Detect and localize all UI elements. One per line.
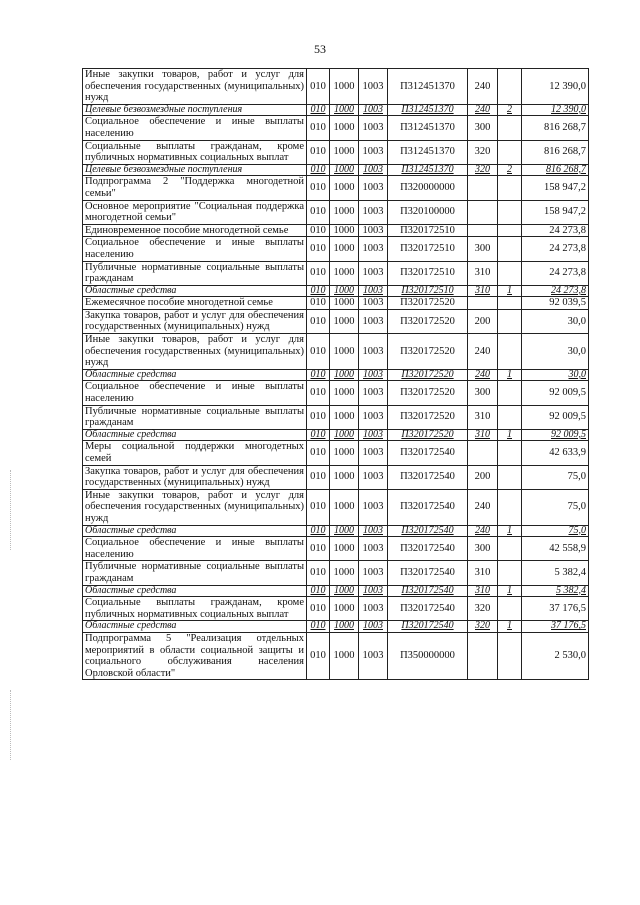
- ved-code-cell: 010: [307, 632, 330, 679]
- ved-code-cell: 010: [307, 69, 330, 105]
- target-article-cell: П320172520: [388, 429, 468, 441]
- section-code-cell: 1000: [330, 369, 359, 381]
- table-row: [83, 381, 589, 405]
- funding-source-cell: 2: [498, 104, 522, 116]
- funding-source-row: [83, 164, 589, 176]
- ved-code-cell: 010: [307, 334, 330, 370]
- expense-type-cell: 300: [468, 116, 498, 140]
- amount-cell: 92 009,5: [522, 429, 589, 441]
- target-article-cell: П320172540: [388, 621, 468, 633]
- subsection-code-cell: 1003: [359, 561, 388, 585]
- section-code-cell: 1000: [330, 104, 359, 116]
- funding-source-cell: [498, 297, 522, 310]
- subsection-code-cell: 1003: [359, 632, 388, 679]
- funding-source-cell: [498, 381, 522, 405]
- subsection-code-cell: 1003: [359, 237, 388, 261]
- expense-type-cell: 310: [468, 561, 498, 585]
- row-name-cell: Иные закупки товаров, работ и услуг для обеспечения государственных (муниципальных) нужд: [83, 69, 307, 105]
- expense-type-cell: [468, 441, 498, 465]
- funding-source-cell: [498, 140, 522, 164]
- section-code-cell: 1000: [330, 164, 359, 176]
- target-article-cell: П350000000: [388, 632, 468, 679]
- table-row: [83, 116, 589, 140]
- expense-type-cell: 200: [468, 465, 498, 489]
- subsection-code-cell: 1003: [359, 261, 388, 285]
- funding-source-cell: [498, 261, 522, 285]
- row-name-cell: Закупка товаров, работ и услуг для обеспечения государственных (муниципальных) нужд: [83, 309, 307, 333]
- section-code-cell: 1000: [330, 200, 359, 224]
- row-name-cell: Ежемесячное пособие многодетной семье: [83, 297, 307, 310]
- row-name-cell: Областные средства: [83, 369, 307, 381]
- funding-source-row: [83, 429, 589, 441]
- funding-source-cell: [498, 405, 522, 429]
- row-name-cell: Единовременное пособие многодетной семье: [83, 224, 307, 237]
- expense-type-cell: 320: [468, 597, 498, 621]
- row-name-cell: Целевые безвозмездные поступления: [83, 104, 307, 116]
- expense-type-cell: [468, 176, 498, 200]
- section-code-cell: 1000: [330, 285, 359, 297]
- expense-type-cell: 320: [468, 621, 498, 633]
- ved-code-cell: 010: [307, 381, 330, 405]
- amount-cell: 42 633,9: [522, 441, 589, 465]
- amount-cell: 816 268,7: [522, 140, 589, 164]
- row-name-cell: Публичные нормативные социальные выплаты гражданам: [83, 405, 307, 429]
- subsection-code-cell: 1003: [359, 309, 388, 333]
- amount-cell: 24 273,8: [522, 261, 589, 285]
- target-article-cell: П320172540: [388, 537, 468, 561]
- target-article-cell: П312451370: [388, 69, 468, 105]
- expense-type-cell: [468, 297, 498, 310]
- table-row: [83, 334, 589, 370]
- table-row: [83, 69, 589, 105]
- table-row: [83, 261, 589, 285]
- row-name-cell: Иные закупки товаров, работ и услуг для обеспечения государственных (муниципальных) нужд: [83, 489, 307, 525]
- funding-source-cell: [498, 176, 522, 200]
- subsection-code-cell: 1003: [359, 69, 388, 105]
- table-row: [83, 597, 589, 621]
- page-number: 53: [314, 42, 326, 56]
- funding-source-cell: 1: [498, 585, 522, 597]
- budget-table: [82, 68, 589, 680]
- row-name-cell: Социальные выплаты гражданам, кроме публичных нормативных социальных выплат: [83, 597, 307, 621]
- target-article-cell: П320172540: [388, 561, 468, 585]
- target-article-cell: П320172520: [388, 309, 468, 333]
- expense-type-cell: 200: [468, 309, 498, 333]
- section-code-cell: 1000: [330, 561, 359, 585]
- ved-code-cell: 010: [307, 104, 330, 116]
- section-code-cell: 1000: [330, 381, 359, 405]
- ved-code-cell: 010: [307, 525, 330, 537]
- funding-source-cell: [498, 632, 522, 679]
- subsection-code-cell: 1003: [359, 297, 388, 310]
- subsection-code-cell: 1003: [359, 116, 388, 140]
- table-row: [83, 309, 589, 333]
- subsection-code-cell: 1003: [359, 621, 388, 633]
- target-article-cell: П320172520: [388, 334, 468, 370]
- expense-type-cell: 310: [468, 285, 498, 297]
- expense-type-cell: 310: [468, 405, 498, 429]
- ved-code-cell: 010: [307, 224, 330, 237]
- funding-source-cell: [498, 116, 522, 140]
- subsection-code-cell: 1003: [359, 537, 388, 561]
- section-code-cell: 1000: [330, 632, 359, 679]
- funding-source-row: [83, 104, 589, 116]
- target-article-cell: П320172510: [388, 224, 468, 237]
- expense-type-cell: 310: [468, 429, 498, 441]
- section-code-cell: 1000: [330, 465, 359, 489]
- target-article-cell: П320000000: [388, 176, 468, 200]
- target-article-cell: П320172520: [388, 405, 468, 429]
- target-article-cell: П320172540: [388, 489, 468, 525]
- section-code-cell: 1000: [330, 429, 359, 441]
- row-name-cell: Основное мероприятие "Социальная поддержка многодетной семьи": [83, 200, 307, 224]
- expense-type-cell: 320: [468, 164, 498, 176]
- expense-type-cell: [468, 224, 498, 237]
- subsection-code-cell: 1003: [359, 585, 388, 597]
- expense-type-cell: 300: [468, 237, 498, 261]
- funding-source-cell: 1: [498, 621, 522, 633]
- ved-code-cell: 010: [307, 489, 330, 525]
- amount-cell: 92 039,5: [522, 297, 589, 310]
- ved-code-cell: 010: [307, 237, 330, 261]
- subsection-code-cell: 1003: [359, 176, 388, 200]
- expense-type-cell: 310: [468, 585, 498, 597]
- ved-code-cell: 010: [307, 285, 330, 297]
- target-article-cell: П320172540: [388, 441, 468, 465]
- amount-cell: 2 530,0: [522, 632, 589, 679]
- funding-source-cell: [498, 489, 522, 525]
- amount-cell: 12 390,0: [522, 69, 589, 105]
- amount-cell: 5 382,4: [522, 561, 589, 585]
- row-name-cell: Областные средства: [83, 429, 307, 441]
- subsection-code-cell: 1003: [359, 441, 388, 465]
- subsection-code-cell: 1003: [359, 164, 388, 176]
- expense-type-cell: 300: [468, 537, 498, 561]
- amount-cell: 24 273,8: [522, 224, 589, 237]
- target-article-cell: П312451370: [388, 164, 468, 176]
- expense-type-cell: 240: [468, 525, 498, 537]
- ved-code-cell: 010: [307, 429, 330, 441]
- target-article-cell: П320172540: [388, 585, 468, 597]
- ved-code-cell: 010: [307, 116, 330, 140]
- target-article-cell: П320100000: [388, 200, 468, 224]
- subsection-code-cell: 1003: [359, 381, 388, 405]
- target-article-cell: П312451370: [388, 140, 468, 164]
- table-row: [83, 224, 589, 237]
- row-name-cell: Публичные нормативные социальные выплаты гражданам: [83, 561, 307, 585]
- subsection-code-cell: 1003: [359, 489, 388, 525]
- funding-source-cell: [498, 441, 522, 465]
- table-row: [83, 297, 589, 310]
- target-article-cell: П320172540: [388, 465, 468, 489]
- row-name-cell: Иные закупки товаров, работ и услуг для обеспечения государственных (муниципальных) нужд: [83, 334, 307, 370]
- table-row: [83, 489, 589, 525]
- section-code-cell: 1000: [330, 441, 359, 465]
- funding-source-cell: [498, 200, 522, 224]
- row-name-cell: Социальное обеспечение и иные выплаты населению: [83, 381, 307, 405]
- amount-cell: 158 947,2: [522, 176, 589, 200]
- table-row: [83, 140, 589, 164]
- amount-cell: 5 382,4: [522, 585, 589, 597]
- target-article-cell: П320172540: [388, 597, 468, 621]
- section-code-cell: 1000: [330, 309, 359, 333]
- amount-cell: 75,0: [522, 465, 589, 489]
- amount-cell: 42 558,9: [522, 537, 589, 561]
- expense-type-cell: 240: [468, 369, 498, 381]
- row-name-cell: Социальное обеспечение и иные выплаты населению: [83, 237, 307, 261]
- target-article-cell: П312451370: [388, 104, 468, 116]
- funding-source-cell: 2: [498, 164, 522, 176]
- funding-source-cell: [498, 69, 522, 105]
- row-name-cell: Меры социальной поддержки многодетных семей: [83, 441, 307, 465]
- funding-source-cell: 1: [498, 429, 522, 441]
- section-code-cell: 1000: [330, 621, 359, 633]
- amount-cell: 816 268,7: [522, 116, 589, 140]
- section-code-cell: 1000: [330, 116, 359, 140]
- section-code-cell: 1000: [330, 237, 359, 261]
- subsection-code-cell: 1003: [359, 597, 388, 621]
- amount-cell: 24 273,8: [522, 285, 589, 297]
- row-name-cell: Социальное обеспечение и иные выплаты населению: [83, 537, 307, 561]
- section-code-cell: 1000: [330, 297, 359, 310]
- table-row: [83, 537, 589, 561]
- subsection-code-cell: 1003: [359, 369, 388, 381]
- table-row: [83, 632, 589, 679]
- target-article-cell: П320172520: [388, 381, 468, 405]
- amount-cell: 24 273,8: [522, 237, 589, 261]
- row-name-cell: Подпрограмма 2 "Поддержка многодетной семьи": [83, 176, 307, 200]
- subsection-code-cell: 1003: [359, 224, 388, 237]
- row-name-cell: Целевые безвозмездные поступления: [83, 164, 307, 176]
- section-code-cell: 1000: [330, 489, 359, 525]
- target-article-cell: П320172540: [388, 525, 468, 537]
- target-article-cell: П312451370: [388, 116, 468, 140]
- amount-cell: 37 176,5: [522, 597, 589, 621]
- funding-source-cell: 1: [498, 369, 522, 381]
- expense-type-cell: 310: [468, 261, 498, 285]
- expense-type-cell: 300: [468, 381, 498, 405]
- subsection-code-cell: 1003: [359, 525, 388, 537]
- ved-code-cell: 010: [307, 621, 330, 633]
- amount-cell: 816 268,7: [522, 164, 589, 176]
- ved-code-cell: 010: [307, 176, 330, 200]
- section-code-cell: 1000: [330, 69, 359, 105]
- expense-type-cell: [468, 632, 498, 679]
- amount-cell: 92 009,5: [522, 381, 589, 405]
- table-row: [83, 237, 589, 261]
- amount-cell: 158 947,2: [522, 200, 589, 224]
- row-name-cell: Областные средства: [83, 285, 307, 297]
- subsection-code-cell: 1003: [359, 285, 388, 297]
- section-code-cell: 1000: [330, 224, 359, 237]
- funding-source-cell: 1: [498, 285, 522, 297]
- section-code-cell: 1000: [330, 140, 359, 164]
- table-row: [83, 561, 589, 585]
- ved-code-cell: 010: [307, 597, 330, 621]
- margin-scan-mark: [10, 690, 13, 760]
- table-row: [83, 176, 589, 200]
- amount-cell: 30,0: [522, 309, 589, 333]
- table-row: [83, 405, 589, 429]
- expense-type-cell: 320: [468, 140, 498, 164]
- funding-source-row: [83, 525, 589, 537]
- section-code-cell: 1000: [330, 537, 359, 561]
- ved-code-cell: 010: [307, 561, 330, 585]
- subsection-code-cell: 1003: [359, 334, 388, 370]
- funding-source-cell: [498, 334, 522, 370]
- target-article-cell: П320172520: [388, 297, 468, 310]
- amount-cell: 30,0: [522, 369, 589, 381]
- ved-code-cell: 010: [307, 309, 330, 333]
- funding-source-cell: 1: [498, 525, 522, 537]
- funding-source-row: [83, 369, 589, 381]
- ved-code-cell: 010: [307, 164, 330, 176]
- ved-code-cell: 010: [307, 405, 330, 429]
- target-article-cell: П320172520: [388, 369, 468, 381]
- funding-source-cell: [498, 309, 522, 333]
- row-name-cell: Областные средства: [83, 585, 307, 597]
- section-code-cell: 1000: [330, 405, 359, 429]
- amount-cell: 75,0: [522, 489, 589, 525]
- expense-type-cell: 240: [468, 489, 498, 525]
- section-code-cell: 1000: [330, 597, 359, 621]
- row-name-cell: Публичные нормативные социальные выплаты гражданам: [83, 261, 307, 285]
- funding-source-cell: [498, 224, 522, 237]
- table-row: [83, 441, 589, 465]
- amount-cell: 75,0: [522, 525, 589, 537]
- row-name-cell: Областные средства: [83, 621, 307, 633]
- subsection-code-cell: 1003: [359, 104, 388, 116]
- row-name-cell: Подпрограмма 5 "Реализация отдельных мероприятий в области социальной защиты и социального обслуживания населения Орловской области": [83, 632, 307, 679]
- amount-cell: 12 390,0: [522, 104, 589, 116]
- subsection-code-cell: 1003: [359, 140, 388, 164]
- row-name-cell: Закупка товаров, работ и услуг для обеспечения государственных (муниципальных) нужд: [83, 465, 307, 489]
- target-article-cell: П320172510: [388, 285, 468, 297]
- section-code-cell: 1000: [330, 585, 359, 597]
- funding-source-cell: [498, 597, 522, 621]
- section-code-cell: 1000: [330, 334, 359, 370]
- amount-cell: 30,0: [522, 334, 589, 370]
- expense-type-cell: [468, 200, 498, 224]
- funding-source-cell: [498, 537, 522, 561]
- row-name-cell: Социальные выплаты гражданам, кроме публичных нормативных социальных выплат: [83, 140, 307, 164]
- target-article-cell: П320172510: [388, 237, 468, 261]
- expense-type-cell: 240: [468, 104, 498, 116]
- amount-cell: 37 176,5: [522, 621, 589, 633]
- subsection-code-cell: 1003: [359, 405, 388, 429]
- ved-code-cell: 010: [307, 441, 330, 465]
- funding-source-row: [83, 285, 589, 297]
- budget-table-body: [83, 69, 589, 680]
- funding-source-cell: [498, 237, 522, 261]
- ved-code-cell: 010: [307, 140, 330, 164]
- ved-code-cell: 010: [307, 369, 330, 381]
- ved-code-cell: 010: [307, 200, 330, 224]
- row-name-cell: Областные средства: [83, 525, 307, 537]
- funding-source-row: [83, 621, 589, 633]
- table-row: [83, 200, 589, 224]
- funding-source-cell: [498, 561, 522, 585]
- subsection-code-cell: 1003: [359, 429, 388, 441]
- section-code-cell: 1000: [330, 176, 359, 200]
- section-code-cell: 1000: [330, 261, 359, 285]
- ved-code-cell: 010: [307, 537, 330, 561]
- margin-scan-mark: [10, 470, 13, 550]
- funding-source-row: [83, 585, 589, 597]
- funding-source-cell: [498, 465, 522, 489]
- target-article-cell: П320172510: [388, 261, 468, 285]
- subsection-code-cell: 1003: [359, 200, 388, 224]
- ved-code-cell: 010: [307, 261, 330, 285]
- table-row: [83, 465, 589, 489]
- amount-cell: 92 009,5: [522, 405, 589, 429]
- ved-code-cell: 010: [307, 465, 330, 489]
- ved-code-cell: 010: [307, 585, 330, 597]
- subsection-code-cell: 1003: [359, 465, 388, 489]
- ved-code-cell: 010: [307, 297, 330, 310]
- section-code-cell: 1000: [330, 525, 359, 537]
- expense-type-cell: 240: [468, 334, 498, 370]
- row-name-cell: Социальное обеспечение и иные выплаты населению: [83, 116, 307, 140]
- expense-type-cell: 240: [468, 69, 498, 105]
